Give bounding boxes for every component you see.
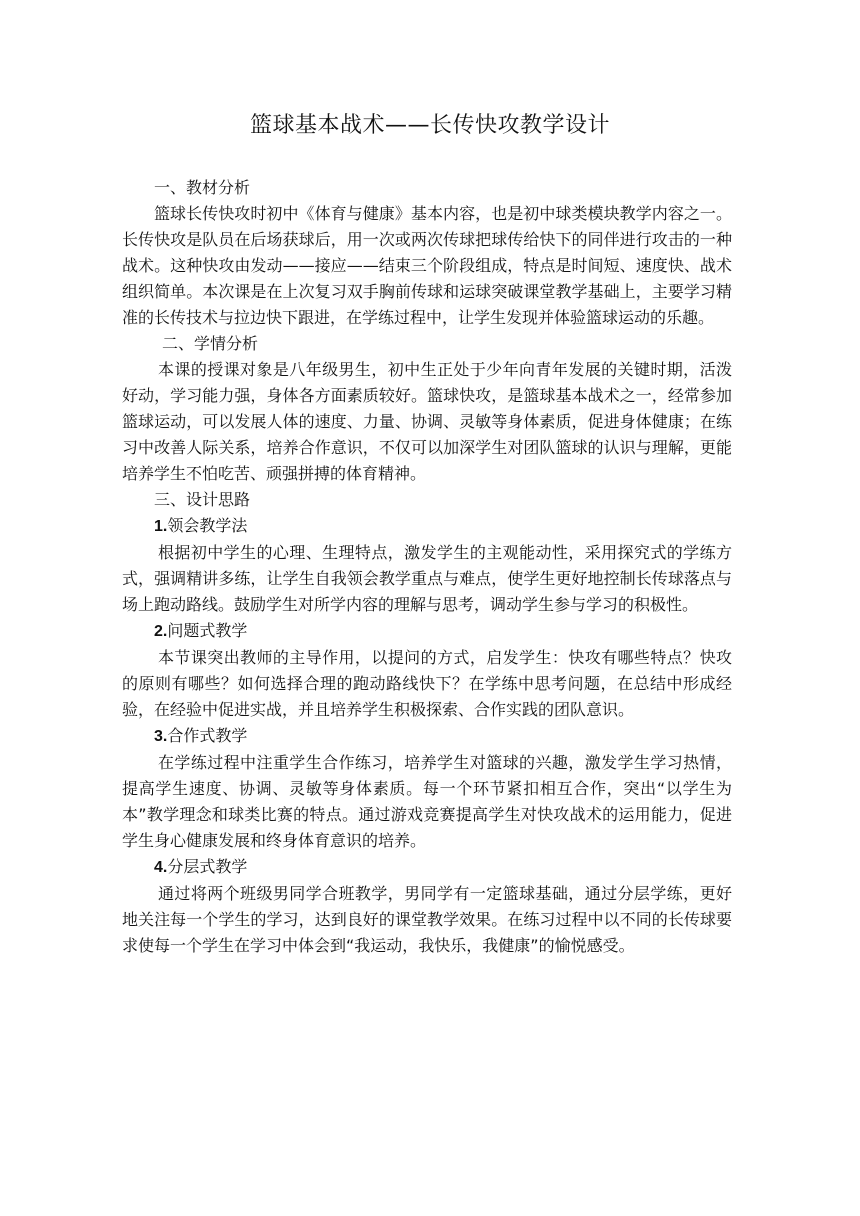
subsection-label: 问题式教学 xyxy=(167,621,248,640)
subsection-paragraph-1: 根据初中学生的心理、生理特点，激发学生的主观能动性，采用探究式的学练方式，强调精讲多练，让学生自我领会教学重点与难点，使学生更好地控制长传球落点与场上跑动路线。鼓励学生对所学内容的理解与思考，调动学生参与学习的积极性。 xyxy=(122,543,732,614)
section-paragraph-textbook-analysis: 篮球长传快攻时初中《体育与健康》基本内容，也是初中球类模块教学内容之一。长传快攻是队员在后场获球后，用一次或两次传球把球传给快下的同伴进行攻击的一种战术。这种快攻由发动——接应——结束三个阶段组成，特点是时间短、速度快、战术组织简单。本次课是在上次复习双手胸前传球和运球突破课堂教学基础上，主要学习精准的长传技术与拉边快下跟进，在学练过程中，让学生发现并体验篮球运动的乐趣。 xyxy=(122,204,732,327)
subsection-paragraph-3: 在学练过程中注重学生合作练习，培养学生对篮球的兴趣，激发学生学习热情，提高学生速度、协调、灵敏等身体素质。每一个环节紧扣相互合作，突出“以学生为本”教学理念和球类比赛的特点。通过游戏竞赛提高学生对快攻战术的运用能力，促进学生身心健康发展和终身体育意识的培养。 xyxy=(122,753,732,850)
subsection-paragraph-2: 本节课突出教师的主导作用，以提问的方式，启发学生：快攻有哪些特点？快攻的原则有哪些？如何选择合理的跑动路线快下？在学练中思考问题，在总结中形成经验，在经验中促进实战，并且培养学生积极探索、合作实践的团队意识。 xyxy=(122,648,732,719)
section-heading-textbook-analysis: 一、教材分析 xyxy=(154,178,251,197)
subsection-heading-3 xyxy=(122,723,732,750)
subsection-number: 3. xyxy=(154,728,168,745)
document-title: 篮球基本战术——长传快攻教学设计 xyxy=(249,113,610,138)
subsection-label: 分层式教学 xyxy=(167,857,248,876)
subsection-number: 1. xyxy=(154,518,168,535)
section-paragraph-learner-analysis: 本课的授课对象是八年级男生，初中生正处于少年向青年发展的关键时期，活泼好动，学习能力强，身体各方面素质较好。篮球快攻，是篮球基本战术之一，经常参加篮球运动，可以发展人体的速度、力量、协调、灵敏等身体素质，促进身体健康；在练习中改善人际关系，培养合作意识，不仅可以加深学生对团队篮球的认识与理解，更能培养学生不怕吃苦、顽强拼搏的体育精神。 xyxy=(122,360,732,483)
subsection-heading-4 xyxy=(122,854,732,881)
subsection-label: 合作式教学 xyxy=(167,726,248,745)
subsection-heading-2 xyxy=(122,618,732,645)
document-body xyxy=(122,175,732,959)
subsection-number: 4. xyxy=(154,859,168,876)
subsection-number: 2. xyxy=(154,623,168,640)
section-heading-design-approach: 三、设计思路 xyxy=(154,490,251,509)
subsection-heading-1 xyxy=(122,513,732,540)
subsection-paragraph-4: 通过将两个班级男同学合班教学，男同学有一定篮球基础，通过分层学练，更好地关注每一个学生的学习，达到良好的课堂教学效果。在练习过程中以不同的长传球要求使每一个学生在学习中体会到“我运动，我快乐，我健康”的愉悦感受。 xyxy=(122,884,732,955)
section-heading-learner-analysis: 二、学情分析 xyxy=(162,334,259,353)
subsection-label: 领会教学法 xyxy=(167,516,248,535)
